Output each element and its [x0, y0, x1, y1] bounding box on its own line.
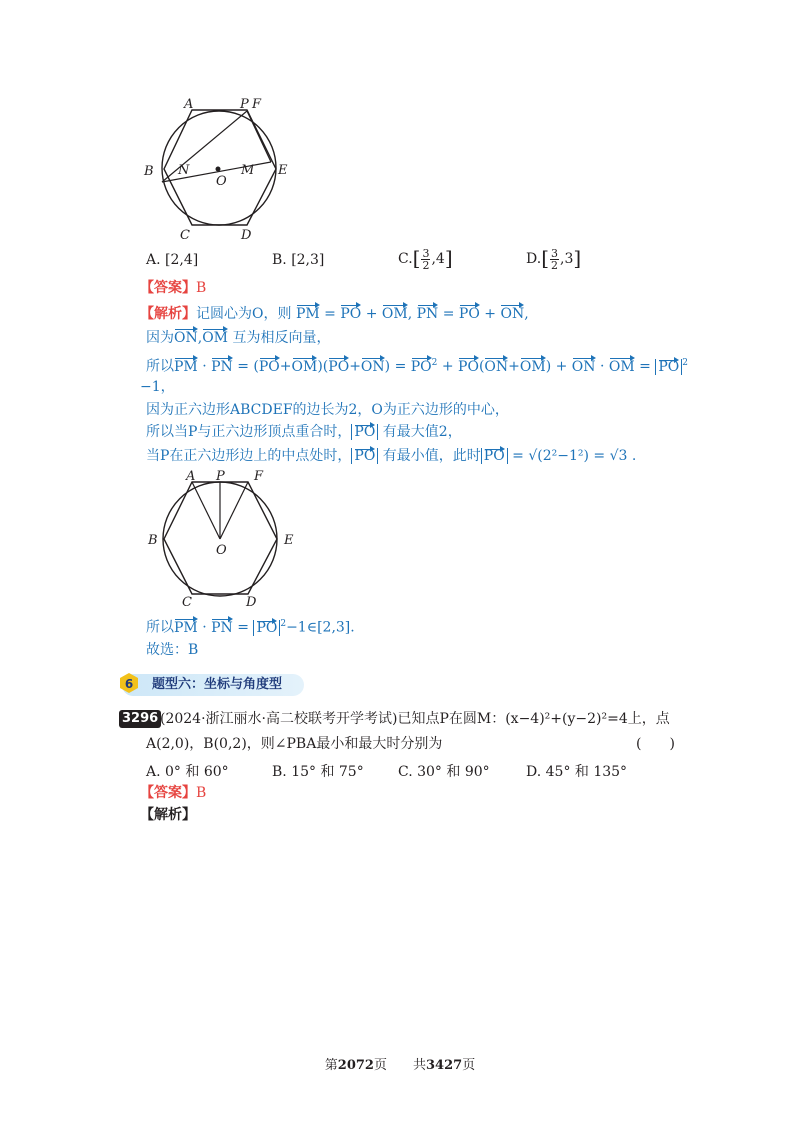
analysis-line-9	[146, 640, 198, 660]
hexagon-figure-1	[140, 96, 300, 246]
section-header	[122, 674, 304, 696]
answer-1	[140, 278, 206, 298]
q2-option-a: A. 0° 和 60°	[146, 764, 229, 780]
label-N: N	[178, 163, 190, 178]
option-c-tail: ,4	[431, 251, 445, 267]
footer-mid: 页 共	[373, 1058, 426, 1073]
analysis-text-7: 当P在正六边形边上的中点处时，	[146, 448, 352, 464]
answer-value: B	[196, 280, 207, 296]
q2-option-d: D. 45° 和 135°	[526, 764, 628, 780]
label-O: O	[216, 174, 227, 189]
question-number-badge: 3296	[119, 710, 161, 728]
option-d-tail: ,3	[560, 251, 574, 267]
analysis-text-8: 所以	[146, 619, 174, 636]
label-P: P	[240, 97, 249, 112]
option-b: B. [2,3]	[272, 252, 325, 268]
frac-c: $\frac{3}{2}$	[422, 246, 430, 272]
label-P: P	[216, 469, 225, 484]
answer-2-tag: 【答案】	[140, 785, 196, 801]
hexagon-figure-2	[140, 468, 300, 612]
label-E: E	[278, 163, 288, 178]
label-E: E	[284, 533, 294, 548]
analysis-line-2: 因为ON,OM 互为相反向量，	[146, 330, 331, 346]
option-c-prefix: C.	[398, 251, 413, 267]
analysis-text-4: −1，	[140, 379, 175, 395]
analysis-2-tag: 【解析】	[140, 807, 196, 823]
analysis-line-1: 【解析】记圆心为O，则 PM = PO + OM, PN = PO + ON,	[140, 306, 529, 322]
footer-page-number: 2072	[337, 1058, 374, 1073]
answer-2	[140, 783, 206, 803]
option-c: C.[ $\frac{3}{2}$ ,4]	[398, 246, 453, 272]
label-C: C	[182, 595, 192, 610]
label-F: F	[252, 97, 262, 112]
label-B: B	[148, 533, 158, 548]
analysis-text-1: 记圆心为O，则	[196, 306, 292, 322]
label-C: C	[180, 228, 190, 243]
analysis-tag: 【解析】	[140, 306, 196, 322]
section-number-icon	[118, 672, 140, 694]
label-A: A	[184, 97, 194, 112]
analysis-line-4	[140, 377, 175, 397]
label-D: D	[241, 228, 252, 243]
answer-2-value: B	[196, 785, 207, 801]
label-F: F	[254, 469, 264, 484]
footer-total-pages: 3427	[426, 1058, 463, 1073]
svg-text:6: 6	[124, 677, 134, 691]
frac-d: $\frac{3}{2}$	[551, 246, 558, 272]
analysis-line-6: 所以当P与正六边形顶点重合时， PO 有最大值2，	[146, 424, 462, 440]
question-2-text-1: (2024·浙江丽水·高二校联考开学考试)已知点P在圆M：(x−4)²+(y−2)²=4上，点	[160, 711, 670, 727]
answer-tag: 【答案】	[140, 280, 196, 296]
analysis-text-6-tail: 有最大值2，	[382, 424, 462, 440]
label-O: O	[216, 543, 227, 558]
analysis-text-8-tail: −1∈[2,3].	[286, 619, 355, 636]
q2-option-c: C. 30° 和 90°	[398, 764, 490, 780]
option-d: D.[ $\frac{3}{2}$ ,3]	[526, 246, 582, 272]
analysis-text-2-tail: 互为相反向量，	[232, 330, 331, 346]
label-M: M	[241, 163, 255, 178]
label-D: D	[246, 595, 257, 610]
footer-post: 页	[462, 1058, 476, 1073]
analysis-line-7: 当P在正六边形边上的中点处时， PO 有最小值，此时 PO = √(2²−1²) = √3 .	[146, 448, 637, 464]
analysis-line-8: 所以PM · PN = PO $^2$−1∈[2,3].	[146, 619, 355, 636]
analysis-text-7-mid: 有最小值，此时	[382, 448, 481, 464]
option-d-prefix: D.	[526, 251, 542, 267]
option-a: A. [2,4]	[146, 252, 199, 268]
analysis-text-6: 所以当P与正六边形顶点重合时，	[146, 424, 352, 440]
section-title: 题型六：坐标与角度型	[152, 677, 283, 692]
question-2-paren: ( )	[636, 736, 675, 752]
page-footer	[0, 1054, 800, 1073]
analysis-line-3: 所以PM · PN = $(PO+OM)(PO+ON) = PO^2 + PO(ON+OM)$ + ON · OM = PO $^2$	[146, 358, 688, 375]
label-A: A	[186, 469, 196, 484]
question-2-line-2	[146, 734, 442, 754]
analysis-line-5	[146, 400, 509, 420]
footer-pre: 第	[324, 1058, 338, 1073]
label-B: B	[144, 164, 154, 179]
analysis-text-9: 故选：B	[146, 642, 199, 658]
question-2-text-2: A(2,0)，B(0,2)，则∠PBA最小和最大时分别为	[146, 736, 443, 752]
analysis-text-3: 所以	[146, 358, 174, 375]
q2-option-b: B. 15° 和 75°	[272, 764, 364, 780]
analysis-text-2: 因为	[146, 330, 174, 346]
analysis-text-5: 因为正六边形ABCDEF的边长为2，O为正六边形的中心，	[146, 402, 509, 418]
question-2-line-1	[160, 709, 670, 729]
analysis-text-7-tail: = √(2²−1²) = √3 .	[512, 448, 637, 464]
analysis-2	[140, 805, 196, 825]
